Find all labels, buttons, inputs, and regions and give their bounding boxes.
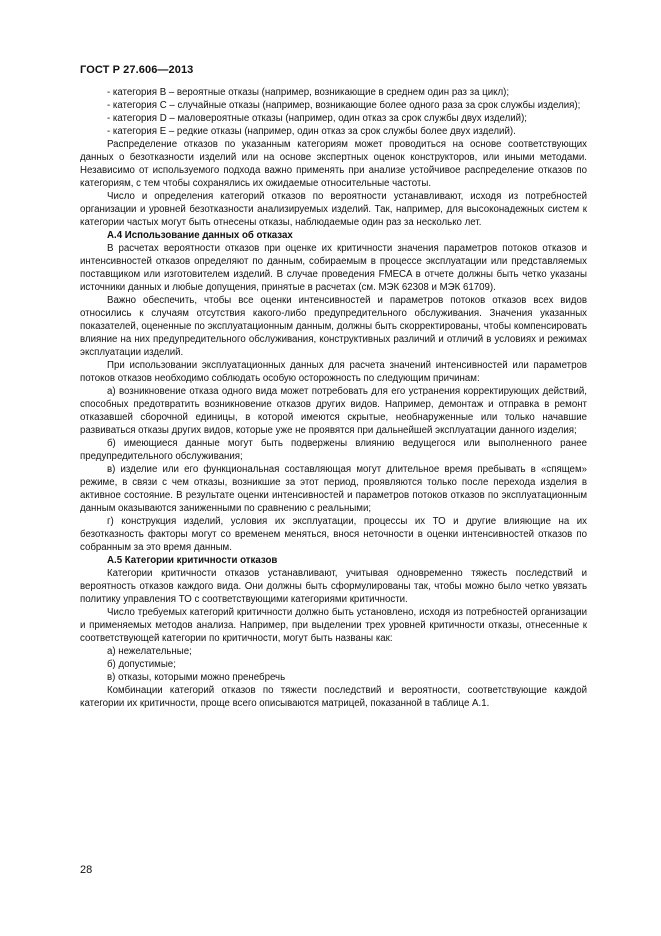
paragraph-category-c: - категория С – случайные отказы (например, возникающие более одного раза за срок службы изделия); (107, 100, 581, 111)
paragraph: Распределение отказов по указанным категориям может проводиться на основе соответствующих данных о безотказности изделий или на основе экспертных оценок конструкторов, или иными методами. Независимо от используемого подхода важно применять при анализе устойчивое распределение отказов по категориям, с тем чтобы сохранялись их ожидаемые относительные частоты. (80, 139, 587, 189)
section-heading-a5: А.5 Категории критичности отказов (107, 555, 278, 566)
list-item: в) изделие или его функциональная составляющая могут длительное время пребывать в «спящем» режиме, в связи с чем отказы, возникшие за этот период, проявляются только после перехода изделия в активное состояние. В результате оценки интенсивностей и параметров потоков отказов по эксплуатационным данным оказываются заниженными по сравнению с реальными; (80, 464, 587, 514)
paragraph-category-d: - категория D – маловероятные отказы (например, один отказ за срок службы двух изделий); (107, 113, 527, 124)
paragraph: В расчетах вероятности отказов при оценке их критичности значения параметров потоков отказов и интенсивностей отказов определяют по данным, собираемым в процессе эксплуатации или представляемых поставщиком или изготовителем изделий. В случае проведения FMECA в отчете должны быть четко указаны источники данных и любые допущения, принятые в расчетах (см. МЭК 62308 и МЭК 61709). (80, 243, 587, 293)
section-heading-a4: А.4 Использование данных об отказах (107, 230, 293, 241)
paragraph-category-b: - категория В – вероятные отказы (например, возникающие в среднем один раз за цикл); (107, 87, 510, 98)
list-item: г) конструкция изделий, условия их эксплуатации, процессы их ТО и другие влияющие на их безотказность факторы могут со временем меняться, внося неточности в оценки интенсивностей отказов по собранным за это время данным. (80, 516, 587, 553)
page-number: 28 (80, 864, 93, 876)
paragraph: Важно обеспечить, чтобы все оценки интенсивностей и параметров потоков отказов всех видов относились к случаям отсутствия какого-либо предупредительного обслуживания. Значения указанных показателей, оцененные по эксплуатационным данным, должны быть скорректированы, чтобы компенсировать влияние на них предупредительного обслуживания, конструктивных различий и отличий в условиях и режимах эксплуатации изделий. (80, 295, 587, 358)
paragraph: Число и определения категорий отказов по вероятности устанавливают, исходя из потребностей организации и уровней безотказности анализируемых изделий. Так, например, для высоконадежных систем к категории частых могут быть отнесены отказы, наблюдаемые один раз за несколько лет. (80, 191, 587, 228)
paragraph: Комбинации категорий отказов по тяжести последствий и вероятности, соответствующие каждой категории их критичности, проще всего описываются матрицей, показанной в таблице А.1. (80, 685, 587, 709)
list-item: а) нежелательные; (107, 646, 192, 657)
paragraph: При использовании эксплуатационных данных для расчета значений интенсивностей или параметров потоков отказов необходимо соблюдать особую осторожность по следующим причинам: (80, 360, 587, 384)
paragraph: Число требуемых категорий критичности должно быть установлено, исходя из потребностей организации и применяемых методов анализа. Например, при выделении трех уровней критичности отказы, отнесенные к соответствующей категории по критичности, могут быть названы как: (80, 607, 587, 644)
list-item: б) имеющиеся данные могут быть подвержены влиянию ведущегося или выполненного ранее предупредительного обслуживания; (80, 438, 587, 462)
list-item: в) отказы, которыми можно пренебречь (107, 672, 286, 683)
list-item: а) возникновение отказа одного вида может потребовать для его устранения корректирующих действий, способных предотвратить возникновение отказов других видов. Например, демонтаж и отправка в ремонт отказавшей сборочной единицы, в которой имеются скрытые, необнаруженные или только начавшие развиваться отказы других видов, которые уже не проявятся при дальнейшей эксплуатации данного изделия; (80, 386, 587, 436)
list-item: б) допустимые; (107, 659, 176, 670)
document-body (80, 86, 587, 710)
paragraph-category-e: - категория Е – редкие отказы (например, один отказ за срок службы более двух изделий). (107, 126, 516, 137)
document-header: ГОСТ Р 27.606—2013 (80, 64, 194, 76)
paragraph: Категории критичности отказов устанавливают, учитывая одновременно тяжесть последствий и вероятность отказов каждого вида. Они должны быть сформулированы так, чтобы можно было четко увязать политику управления ТО с соответствующими категориями критичности. (80, 568, 587, 605)
